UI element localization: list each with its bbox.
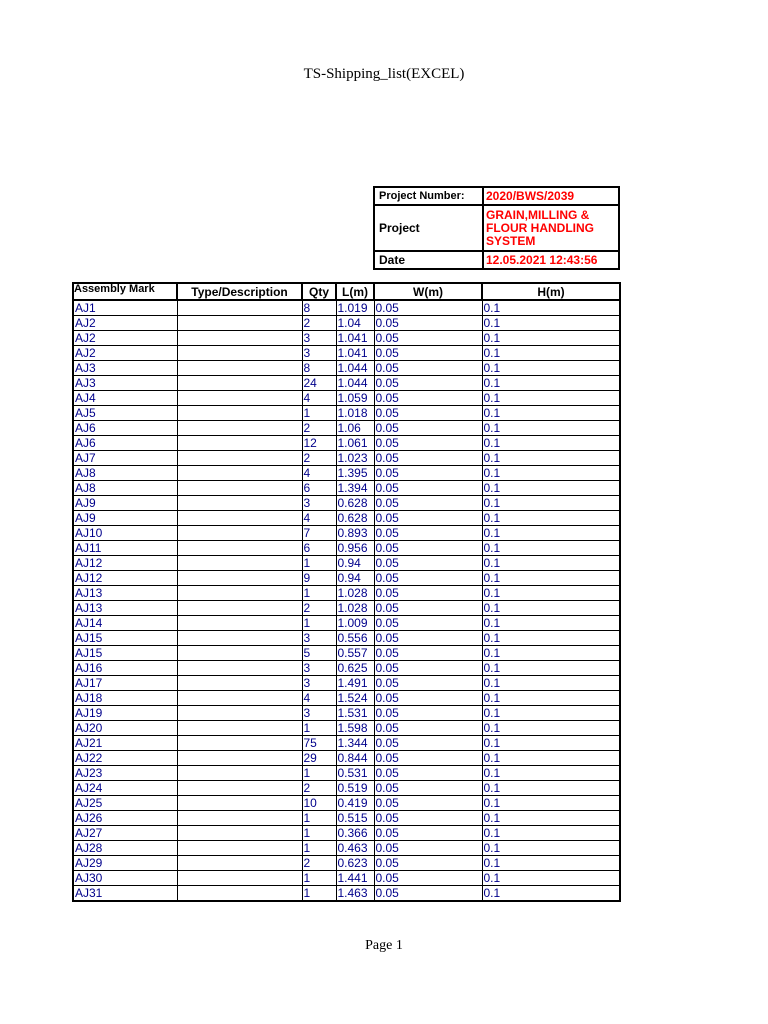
table-row [73,300,620,316]
cell-assembly-mark: AJ11 [73,541,177,556]
cell-type-description [177,451,302,466]
table-row [73,556,620,571]
cell-type-description [177,826,302,841]
cell-width: 0.05 [374,496,482,511]
table-row [73,451,620,466]
table-row [73,391,620,406]
cell-width: 0.05 [374,721,482,736]
table-row [73,826,620,841]
cell-length: 1.344 [336,736,374,751]
cell-qty: 1 [302,811,336,826]
cell-width: 0.05 [374,391,482,406]
cell-qty: 1 [302,721,336,736]
cell-type-description [177,886,302,902]
table-row [73,481,620,496]
cell-type-description [177,586,302,601]
cell-qty: 4 [302,391,336,406]
cell-length: 1.041 [336,331,374,346]
table-row [73,781,620,796]
cell-length: 0.94 [336,556,374,571]
cell-length: 1.044 [336,376,374,391]
cell-height: 0.1 [482,661,620,676]
cell-width: 0.05 [374,616,482,631]
column-header-type-description: Type/Description [177,283,302,300]
cell-assembly-mark: AJ30 [73,871,177,886]
table-row [73,331,620,346]
table-row [73,361,620,376]
column-header-qty: Qty [302,283,336,300]
date-label: Date [374,251,483,269]
cell-qty: 3 [302,706,336,721]
cell-height: 0.1 [482,796,620,811]
cell-length: 1.028 [336,586,374,601]
cell-assembly-mark: AJ4 [73,391,177,406]
cell-height: 0.1 [482,421,620,436]
cell-type-description [177,616,302,631]
cell-qty: 1 [302,886,336,902]
header-row [73,283,620,300]
cell-assembly-mark: AJ20 [73,721,177,736]
cell-type-description [177,571,302,586]
cell-qty: 12 [302,436,336,451]
cell-length: 1.028 [336,601,374,616]
cell-length: 1.041 [336,346,374,361]
table-row [73,661,620,676]
cell-width: 0.05 [374,300,482,316]
table-row [73,751,620,766]
cell-width: 0.05 [374,331,482,346]
cell-type-description [177,406,302,421]
page-number: Page 1 [365,938,403,953]
cell-height: 0.1 [482,316,620,331]
cell-type-description [177,496,302,511]
cell-length: 0.419 [336,796,374,811]
cell-height: 0.1 [482,646,620,661]
project-number-value: 2020/BWS/2039 [483,187,619,205]
table-row [73,736,620,751]
cell-height: 0.1 [482,871,620,886]
cell-type-description [177,796,302,811]
cell-assembly-mark: AJ3 [73,376,177,391]
cell-qty: 4 [302,511,336,526]
cell-assembly-mark: AJ12 [73,571,177,586]
table-row [73,706,620,721]
cell-type-description [177,466,302,481]
cell-length: 1.524 [336,691,374,706]
cell-width: 0.05 [374,406,482,421]
cell-assembly-mark: AJ1 [73,300,177,316]
cell-type-description [177,556,302,571]
cell-length: 1.04 [336,316,374,331]
cell-length: 0.628 [336,496,374,511]
cell-type-description [177,751,302,766]
cell-width: 0.05 [374,811,482,826]
cell-length: 1.463 [336,886,374,902]
cell-type-description [177,436,302,451]
cell-qty: 10 [302,796,336,811]
cell-qty: 3 [302,496,336,511]
cell-height: 0.1 [482,436,620,451]
cell-length: 1.018 [336,406,374,421]
column-header-assembly-mark: Assembly Mark [73,283,177,300]
cell-width: 0.05 [374,346,482,361]
cell-qty: 1 [302,586,336,601]
cell-height: 0.1 [482,406,620,421]
cell-qty: 8 [302,300,336,316]
cell-qty: 7 [302,526,336,541]
table-row [73,571,620,586]
cell-length: 0.625 [336,661,374,676]
table-row [73,376,620,391]
table-row [73,721,620,736]
cell-type-description [177,781,302,796]
cell-length: 1.441 [336,871,374,886]
cell-assembly-mark: AJ21 [73,736,177,751]
cell-assembly-mark: AJ18 [73,691,177,706]
cell-type-description [177,766,302,781]
cell-qty: 1 [302,406,336,421]
cell-assembly-mark: AJ19 [73,706,177,721]
cell-width: 0.05 [374,571,482,586]
cell-width: 0.05 [374,526,482,541]
cell-height: 0.1 [482,676,620,691]
cell-assembly-mark: AJ26 [73,811,177,826]
cell-width: 0.05 [374,466,482,481]
table-row [73,436,620,451]
cell-qty: 3 [302,661,336,676]
table-row [73,871,620,886]
cell-qty: 4 [302,691,336,706]
cell-width: 0.05 [374,706,482,721]
cell-height: 0.1 [482,496,620,511]
cell-height: 0.1 [482,300,620,316]
cell-assembly-mark: AJ15 [73,646,177,661]
cell-qty: 6 [302,541,336,556]
cell-height: 0.1 [482,571,620,586]
cell-type-description [177,331,302,346]
table-row [73,841,620,856]
shipping-list-body [73,300,620,901]
cell-type-description [177,811,302,826]
cell-assembly-mark: AJ13 [73,586,177,601]
cell-length: 1.598 [336,721,374,736]
cell-height: 0.1 [482,466,620,481]
cell-height: 0.1 [482,751,620,766]
cell-height: 0.1 [482,766,620,781]
cell-type-description [177,316,302,331]
project-info-table [373,186,620,270]
table-row [73,631,620,646]
cell-assembly-mark: AJ17 [73,676,177,691]
cell-qty: 9 [302,571,336,586]
cell-height: 0.1 [482,781,620,796]
cell-height: 0.1 [482,721,620,736]
table-row [73,511,620,526]
shipping-list-table [72,282,621,902]
cell-width: 0.05 [374,361,482,376]
table-row [73,796,620,811]
cell-height: 0.1 [482,481,620,496]
cell-type-description [177,706,302,721]
cell-qty: 29 [302,751,336,766]
cell-type-description [177,376,302,391]
cell-height: 0.1 [482,451,620,466]
cell-length: 1.06 [336,421,374,436]
cell-type-description [177,361,302,376]
cell-assembly-mark: AJ27 [73,826,177,841]
cell-type-description [177,721,302,736]
cell-assembly-mark: AJ8 [73,481,177,496]
cell-qty: 1 [302,841,336,856]
cell-type-description [177,856,302,871]
cell-height: 0.1 [482,826,620,841]
cell-width: 0.05 [374,691,482,706]
cell-length: 0.366 [336,826,374,841]
cell-assembly-mark: AJ9 [73,496,177,511]
cell-type-description [177,661,302,676]
cell-type-description [177,646,302,661]
cell-type-description [177,841,302,856]
cell-height: 0.1 [482,616,620,631]
cell-qty: 24 [302,376,336,391]
cell-assembly-mark: AJ25 [73,796,177,811]
cell-qty: 2 [302,856,336,871]
cell-assembly-mark: AJ5 [73,406,177,421]
cell-assembly-mark: AJ8 [73,466,177,481]
cell-assembly-mark: AJ14 [73,616,177,631]
cell-qty: 3 [302,631,336,646]
table-row [73,346,620,361]
cell-qty: 3 [302,676,336,691]
cell-width: 0.05 [374,316,482,331]
cell-type-description [177,871,302,886]
cell-width: 0.05 [374,436,482,451]
cell-length: 0.844 [336,751,374,766]
cell-assembly-mark: AJ13 [73,601,177,616]
cell-width: 0.05 [374,856,482,871]
cell-height: 0.1 [482,601,620,616]
column-header-height: H(m) [482,283,620,300]
cell-width: 0.05 [374,751,482,766]
cell-width: 0.05 [374,886,482,902]
cell-width: 0.05 [374,661,482,676]
cell-width: 0.05 [374,481,482,496]
table-row [73,886,620,902]
cell-width: 0.05 [374,541,482,556]
cell-assembly-mark: AJ15 [73,631,177,646]
table-row [73,691,620,706]
cell-type-description [177,481,302,496]
table-row [73,496,620,511]
cell-height: 0.1 [482,361,620,376]
cell-width: 0.05 [374,556,482,571]
cell-qty: 6 [302,481,336,496]
cell-type-description [177,676,302,691]
cell-height: 0.1 [482,886,620,902]
cell-width: 0.05 [374,781,482,796]
cell-length: 0.531 [336,766,374,781]
cell-width: 0.05 [374,841,482,856]
project-label: Project [374,205,483,251]
document-title: TS-Shipping_list(EXCEL) [303,66,465,82]
table-row [73,466,620,481]
cell-height: 0.1 [482,841,620,856]
project-number-label: Project Number: [374,187,483,205]
cell-qty: 3 [302,346,336,361]
cell-qty: 1 [302,826,336,841]
cell-height: 0.1 [482,706,620,721]
cell-length: 1.531 [336,706,374,721]
cell-assembly-mark: AJ10 [73,526,177,541]
cell-width: 0.05 [374,826,482,841]
cell-width: 0.05 [374,586,482,601]
cell-height: 0.1 [482,556,620,571]
cell-length: 0.519 [336,781,374,796]
cell-assembly-mark: AJ16 [73,661,177,676]
cell-width: 0.05 [374,511,482,526]
cell-type-description [177,421,302,436]
table-row [73,586,620,601]
cell-length: 0.463 [336,841,374,856]
cell-width: 0.05 [374,736,482,751]
cell-width: 0.05 [374,676,482,691]
cell-width: 0.05 [374,601,482,616]
cell-type-description [177,526,302,541]
cell-type-description [177,300,302,316]
cell-qty: 1 [302,616,336,631]
table-row [73,811,620,826]
cell-height: 0.1 [482,811,620,826]
cell-length: 1.394 [336,481,374,496]
cell-type-description [177,601,302,616]
cell-height: 0.1 [482,511,620,526]
cell-length: 1.061 [336,436,374,451]
project-value: GRAIN,MILLING & FLOUR HANDLING SYSTEM [483,205,619,251]
cell-assembly-mark: AJ6 [73,421,177,436]
cell-type-description [177,541,302,556]
cell-qty: 1 [302,871,336,886]
cell-qty: 2 [302,601,336,616]
cell-height: 0.1 [482,526,620,541]
cell-width: 0.05 [374,451,482,466]
cell-qty: 8 [302,361,336,376]
cell-type-description [177,511,302,526]
cell-width: 0.05 [374,766,482,781]
cell-width: 0.05 [374,421,482,436]
cell-qty: 3 [302,331,336,346]
cell-type-description [177,391,302,406]
cell-length: 1.044 [336,361,374,376]
cell-width: 0.05 [374,871,482,886]
cell-qty: 2 [302,421,336,436]
cell-assembly-mark: AJ6 [73,436,177,451]
cell-length: 1.019 [336,300,374,316]
cell-length: 1.491 [336,676,374,691]
cell-qty: 1 [302,766,336,781]
cell-length: 0.893 [336,526,374,541]
table-row [73,766,620,781]
table-row [73,646,620,661]
table-row [73,406,620,421]
cell-assembly-mark: AJ28 [73,841,177,856]
cell-length: 0.557 [336,646,374,661]
cell-assembly-mark: AJ2 [73,331,177,346]
cell-assembly-mark: AJ29 [73,856,177,871]
cell-length: 1.395 [336,466,374,481]
cell-height: 0.1 [482,331,620,346]
table-row [73,541,620,556]
date-value: 12.05.2021 12:43:56 [483,251,619,269]
cell-height: 0.1 [482,346,620,361]
cell-height: 0.1 [482,541,620,556]
cell-qty: 1 [302,556,336,571]
cell-length: 0.956 [336,541,374,556]
cell-assembly-mark: AJ2 [73,316,177,331]
cell-type-description [177,691,302,706]
cell-length: 1.059 [336,391,374,406]
cell-height: 0.1 [482,691,620,706]
cell-qty: 2 [302,316,336,331]
cell-assembly-mark: AJ7 [73,451,177,466]
cell-height: 0.1 [482,586,620,601]
cell-length: 0.623 [336,856,374,871]
table-row [73,676,620,691]
cell-length: 0.515 [336,811,374,826]
table-row [73,616,620,631]
cell-width: 0.05 [374,631,482,646]
cell-length: 1.023 [336,451,374,466]
cell-assembly-mark: AJ2 [73,346,177,361]
cell-width: 0.05 [374,796,482,811]
cell-length: 1.009 [336,616,374,631]
cell-qty: 5 [302,646,336,661]
cell-width: 0.05 [374,376,482,391]
table-row [73,421,620,436]
cell-qty: 2 [302,451,336,466]
cell-qty: 4 [302,466,336,481]
table-row [73,601,620,616]
table-row [73,856,620,871]
cell-assembly-mark: AJ24 [73,781,177,796]
cell-length: 0.628 [336,511,374,526]
cell-qty: 75 [302,736,336,751]
table-row [73,316,620,331]
cell-width: 0.05 [374,646,482,661]
cell-qty: 2 [302,781,336,796]
cell-length: 0.556 [336,631,374,646]
cell-assembly-mark: AJ23 [73,766,177,781]
cell-assembly-mark: AJ22 [73,751,177,766]
column-header-length: L(m) [336,283,374,300]
cell-height: 0.1 [482,631,620,646]
table-row [73,526,620,541]
cell-height: 0.1 [482,736,620,751]
cell-type-description [177,346,302,361]
cell-assembly-mark: AJ9 [73,511,177,526]
cell-height: 0.1 [482,856,620,871]
cell-assembly-mark: AJ12 [73,556,177,571]
cell-length: 0.94 [336,571,374,586]
column-header-width: W(m) [374,283,482,300]
cell-type-description [177,736,302,751]
cell-assembly-mark: AJ31 [73,886,177,902]
cell-type-description [177,631,302,646]
cell-height: 0.1 [482,376,620,391]
cell-height: 0.1 [482,391,620,406]
cell-assembly-mark: AJ3 [73,361,177,376]
